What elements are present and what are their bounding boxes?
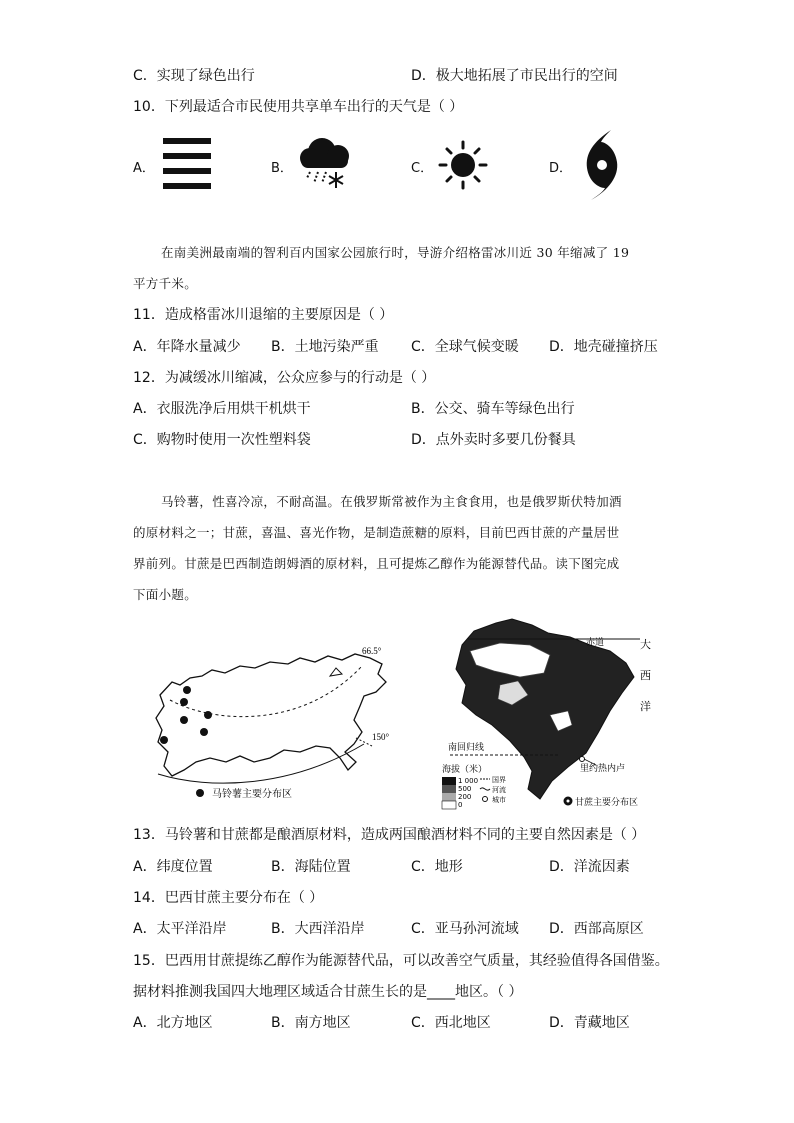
brazil-legend-label: 甘蔗主要分布区 bbox=[575, 798, 639, 808]
q10-option-c-letter: C． bbox=[411, 161, 434, 176]
latitude-curve bbox=[158, 744, 364, 783]
passage-2-line-2: 的原材料之一；甘蔗，喜温、喜光作物，是制造蔗糖的原料，目前巴西甘蔗的产量居世 bbox=[133, 525, 620, 540]
passage-2-line-3: 界前列。甘蔗是巴西制造朗姆酒的原材料，且可提炼乙醇作为能源替代品。读下图完成 bbox=[133, 556, 620, 571]
passage-1-line-1: 在南美洲最南端的智利百内国家公园旅行时，导游介绍格雷冰川近 30 年缩减了 19 bbox=[161, 245, 630, 260]
potato-area-dot bbox=[204, 711, 212, 719]
ocean-char-2: 西 bbox=[640, 669, 651, 682]
city-label: 里约热内卢 bbox=[580, 764, 626, 774]
potato-area-dot bbox=[183, 686, 191, 694]
russia-outline bbox=[156, 654, 386, 776]
elev-500: 500 bbox=[458, 785, 472, 793]
russia-potato-map bbox=[150, 640, 400, 810]
passage-2-line-1: 马铃薯，性喜冷凉，不耐高温。在俄罗斯常被作为主食食用，也是俄罗斯伏特加酒 bbox=[161, 494, 622, 509]
q9-option-d: D．极大地拓展了市民出行的空间 bbox=[411, 68, 618, 84]
q13-option-b: B．海陆位置 bbox=[271, 859, 351, 875]
typhoon-icon bbox=[583, 130, 623, 200]
q10-stem: 10．下列最适合市民使用共享单车出行的天气是（ ） bbox=[133, 99, 464, 115]
brazil-sugarcane-map bbox=[440, 615, 670, 815]
q11-option-a: A．年降水量减少 bbox=[133, 339, 241, 355]
q13-option-a: A．纬度位置 bbox=[133, 859, 213, 875]
russia-legend-label: 马铃薯主要分布区 bbox=[212, 789, 292, 800]
q15-stem-line-1: 15．巴西用甘蔗提练乙醇作为能源替代品，可以改善空气质量，其经验值得各国借鉴。 bbox=[133, 953, 669, 969]
passage-2-line-4: 下面小题。 bbox=[133, 587, 198, 602]
q15-option-c: C．西北地区 bbox=[411, 1015, 491, 1031]
q10-option-b-letter: B． bbox=[271, 161, 293, 176]
potato-area-dot bbox=[160, 736, 168, 744]
q11-option-c: C．全球气候变暖 bbox=[411, 339, 519, 355]
q12-stem: 12．为减缓冰川缩减，公众应参与的行动是（ ） bbox=[133, 370, 436, 386]
river-legend: 河流 bbox=[492, 786, 506, 794]
q10-option-a-letter: A． bbox=[133, 161, 155, 176]
q11-stem: 11．造成格雷冰川退缩的主要原因是（ ） bbox=[133, 307, 394, 323]
q13-option-c: C．地形 bbox=[411, 859, 463, 875]
q11-option-b: B．土地污染严重 bbox=[271, 339, 379, 355]
q14-option-c: C．亚马孙河流域 bbox=[411, 921, 519, 937]
border-legend: 国界 bbox=[492, 776, 506, 784]
q12-option-d: D．点外卖时多要几份餐具 bbox=[411, 432, 576, 448]
lat-label: 66.5° bbox=[362, 646, 382, 656]
q10-option-d-letter: D． bbox=[549, 161, 573, 176]
city-legend: 城市 bbox=[492, 796, 506, 804]
tropic-label: 南回归线 bbox=[448, 743, 485, 753]
q12-option-c: C．购物时使用一次性塑料袋 bbox=[133, 432, 311, 448]
q14-option-b: B．大西洋沿岸 bbox=[271, 921, 365, 937]
q11-option-d: D．地壳碰撞挤压 bbox=[549, 339, 658, 355]
lon-label: 150° bbox=[372, 732, 390, 742]
potato-area-dot bbox=[180, 698, 188, 706]
q14-option-a: A．太平洋沿岸 bbox=[133, 921, 227, 937]
q12-option-b: B．公交、骑车等绿色出行 bbox=[411, 401, 575, 417]
elev-0: 0 bbox=[458, 801, 463, 809]
legend-dot bbox=[196, 789, 204, 797]
haze-icon bbox=[163, 138, 213, 190]
q9-option-c: C．实现了绿色出行 bbox=[133, 68, 255, 84]
elevation-title: 海拔（米） bbox=[442, 765, 488, 775]
equator-label: 赤道 bbox=[586, 638, 605, 648]
q15-option-b: B．南方地区 bbox=[271, 1015, 351, 1031]
q14-stem: 14．巴西甘蔗主要分布在（ ） bbox=[133, 890, 324, 906]
ocean-char-3: 洋 bbox=[640, 700, 651, 713]
sunny-icon bbox=[438, 140, 490, 192]
sleet-cloud-icon bbox=[298, 136, 352, 192]
q12-option-a: A．衣服洗净后用烘干机烘干 bbox=[133, 401, 311, 417]
q13-option-d: D．洋流因素 bbox=[549, 859, 630, 875]
q14-option-d: D．西部高原区 bbox=[549, 921, 644, 937]
ocean-char-1: 大 bbox=[640, 638, 651, 651]
elev-1000: 1 000 bbox=[458, 777, 479, 785]
arctic-circle-line bbox=[170, 666, 362, 717]
q15-option-a: A．北方地区 bbox=[133, 1015, 213, 1031]
q13-stem: 13．马铃薯和甘蔗都是酿酒原材料，造成两国酿酒材料不同的主要自然因素是（ ） bbox=[133, 827, 646, 843]
passage-1-line-2: 平方千米。 bbox=[133, 276, 198, 291]
q15-stem-line-2: 据材料推测我国四大地理区域适合甘蔗生长的是____地区。（ ） bbox=[133, 984, 523, 1000]
q15-option-d: D．青藏地区 bbox=[549, 1015, 630, 1031]
potato-area-dot bbox=[200, 728, 208, 736]
potato-area-dot bbox=[180, 716, 188, 724]
elev-200: 200 bbox=[458, 793, 472, 801]
